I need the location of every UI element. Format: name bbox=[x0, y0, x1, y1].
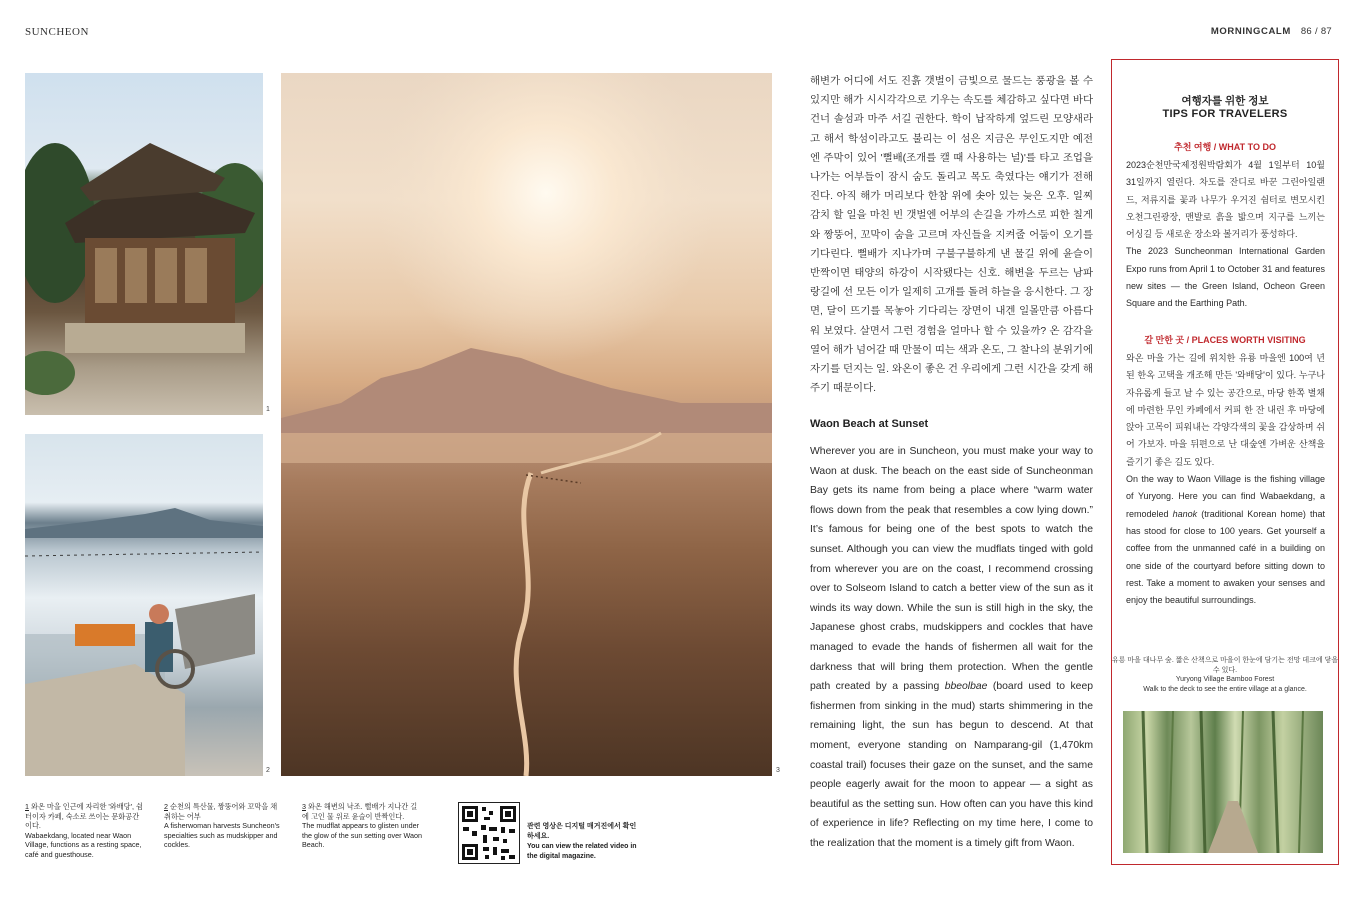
photo1-number: 1 bbox=[266, 406, 270, 413]
caption-3-english: The mudflat appears to glisten under the glow of the sun setting over Waon Beach. bbox=[302, 821, 422, 850]
photo3-number: 3 bbox=[776, 767, 780, 774]
caption-1 bbox=[25, 802, 145, 860]
photo-wabaekdang bbox=[25, 73, 263, 415]
sidebar-title-english: TIPS FOR TRAVELERS bbox=[1162, 108, 1288, 120]
photo2-number: 2 bbox=[266, 767, 270, 774]
magazine-name: MORNINGCALM bbox=[1210, 26, 1291, 37]
sidebar-photo-caption-english-2: Walk to the deck to see the entire village at a glance. bbox=[1143, 685, 1307, 693]
sidebar-places-english-1: On the way to Waon Village is the fishing village of Yuryong. Here you can find Wabaekdang, a remodeled bbox=[1126, 474, 1325, 519]
sidebar-what-to-do-korean: 2023순천만국제정원박람회가 4월 1일부터 10월 31일까지 열린다. 차도를 잔디로 바꾼 그린아일랜드, 저류지를 꽃과 나무가 우거진 쉼터로 변모시킨 오천그린광장, 맨발로 흙을 밟으며 지구를 느끼는 어싱길 등 새로운 장소와 볼거리가 풍성하다. bbox=[1126, 160, 1325, 240]
magazine-header bbox=[1211, 26, 1332, 37]
caption-1-english: Wabaekdang, located near Waon Village, functions as a resting space, café and guesthouse. bbox=[25, 830, 142, 859]
caption-2-korean: 순천의 특산물, 짱뚱어와 꼬막을 채취하는 어부 bbox=[164, 802, 278, 821]
sidebar-places-english bbox=[1126, 471, 1325, 609]
bamboo-illustration bbox=[1123, 711, 1323, 853]
photo-fisherwoman bbox=[25, 434, 263, 776]
sidebar-places-text bbox=[1126, 350, 1325, 609]
qr-caption bbox=[527, 822, 637, 862]
qr-caption-english: You can view the related video in the digital magazine. bbox=[527, 843, 637, 860]
caption-3 bbox=[302, 802, 424, 850]
caption-3-korean: 와온 해변의 낙조. 뻘배가 지나간 길에 고인 물 위로 윤슬이 반짝인다. bbox=[302, 802, 418, 821]
sidebar-title-korean: 여행자를 위한 정보 bbox=[1181, 95, 1269, 107]
photo-bamboo-forest bbox=[1123, 711, 1323, 853]
sidebar-photo-caption bbox=[1111, 656, 1339, 694]
qr-code[interactable] bbox=[458, 802, 520, 864]
sidebar-what-to-do-text bbox=[1126, 157, 1325, 313]
sidebar-photo-caption-korean: 유룡 마을 대나무 숲. 짧은 산책으로 마을이 한눈에 담기는 전망 데크에 닿을 수 있다. bbox=[1111, 657, 1339, 674]
sidebar-places-english-italic: hanok bbox=[1172, 508, 1198, 519]
qr-caption-korean: 관련 영상은 디지털 매거진에서 확인하세요. bbox=[527, 823, 637, 840]
caption-2-english: A fisherwoman harvests Suncheon's specialties such as mudskipper and cockles. bbox=[164, 821, 280, 850]
page-numbers: 86 / 87 bbox=[1300, 26, 1332, 37]
article-english-italic: bbeolbae bbox=[944, 681, 988, 693]
sidebar-what-to-do-english: The 2023 Suncheonman International Garden Expo runs from April 1 to October 31 and features new sites — the Green Island, Ocheon Green Square and the Earthing Path. bbox=[1126, 246, 1325, 309]
caption-2 bbox=[164, 802, 284, 850]
article-english-part-2: (board used to keep fishermen from sinking in the mud) starts shimmering in the remaining light, the sun has begun to descend. At that moment, everyone standing on Namparang-gil (1,470km coastal trail) focuses their gaze on the sunset, and the same people eagerly await for the moon to appear — a sight as beautiful as the setting sun. How often can you have this kind of experience in life? Reflecting on my time here, I come to the realization that the moment is a timely gift from Waon. bbox=[810, 681, 1094, 849]
article-korean-body: 해변가 어디에 서도 진흙 갯벌이 금빛으로 물드는 풍광을 볼 수 있지만 해가 시시각각으로 기우는 속도를 체감하고 싶다면 바다 건너 솔섬과 마주 서길 권한다. 학이 납작하게 엎드린 모양새라고 해서 학섬이라고도 불리는 이 섬은 지금은 무인도지만 예전엔 주막이 있어 '뻘배(조개를 캘 때 사용하는 널)'를 타고 조업을 나가는 어부들이 잠시 숨도 돌리고 목도 축였다는 얘기가 전해진다. 아직 해가 머리보다 한참 위에 솟아 있는 늦은 오후. 일찌감치 할 일을 마친 빈 갯벌엔 어부의 손길을 가까스로 피한 칠게와 짱뚱어, 꼬막이 숨을 고르며 자신들을 지켜줄 어둠이 오기를 기다린다. 뻘배가 지나가며 구불구불하게 낸 물길 위에 윤슬이 반짝이면 태양의 하강이 시작됐다는 신호. 해변을 두르는 남파랑길에 선 모든 이가 일제히 고개를 돌려 하늘을 응시한다. 그 장면, 달이 뜨기를 목놓아 기다리는 장면이 내겐 일몰만큼 아름다워 보였다. 살면서 그런 경험을 얼마나 할 수 있을까? 온 감각을 열어 해가 넘어갈 때 만물이 띠는 색과 온도, 그 찰나의 분위기에 자기를 던지는 일. 와온이 좋은 건 우리에게 그런 시간을 갖게 해주기 때문이다. bbox=[810, 76, 1093, 395]
caption-3-number: 3 bbox=[302, 802, 306, 811]
article-subheading: Waon Beach at Sunset bbox=[810, 418, 929, 430]
section-name: SUNCHEON bbox=[25, 26, 89, 38]
sidebar-section-what-to-do: 추천 여행 / WHAT TO DO bbox=[1174, 142, 1276, 152]
sunset-illustration bbox=[281, 73, 772, 776]
photo-waon-sunset bbox=[281, 73, 772, 776]
temple-illustration bbox=[25, 73, 263, 415]
caption-1-korean: 와온 마을 인근에 자리한 '와배당', 쉼터이자 카페, 숙소로 쓰이는 문화공간이다. bbox=[25, 802, 143, 831]
article-english-part-1: Wherever you are in Suncheon, you must make your way to Waon at dusk. The beach on the east side of Suncheonman Bay gets its name from being a place where “warm water flows down from the peak that resembles a cow lying down.” It’s famous for being one of the best spots to watch the sunset. Although you can view the mudflats tinged with gold from wherever you are on the coast, I recommend crossing over to Solseom Island to catch a better view of the sun as it winds its way down. While the sun is still high in the sky, the Japanese ghost crabs, mudskippers and cockles that have managed to evade the hands of fishermen all wait for the darkness that will bring them protection. When the gentle path created by a passing bbox=[810, 446, 1093, 693]
qr-code-icon bbox=[459, 803, 519, 863]
caption-2-number: 2 bbox=[164, 802, 168, 811]
sidebar-section-places: 갈 만한 곳 / PLACES WORTH VISITING bbox=[1144, 335, 1306, 345]
sidebar-places-english-2: (traditional Korean home) that has stood for close to 100 years. Get yourself a coffee from the unmanned café in a building on one side of the courtyard before sitting down to rest. Take a moment to awaken your senses and enjoy the beautiful surroundings. bbox=[1126, 508, 1325, 606]
fisherwoman-illustration bbox=[25, 434, 263, 776]
caption-1-number: 1 bbox=[25, 802, 29, 811]
sidebar-photo-caption-english-1: Yuryong Village Bamboo Forest bbox=[1175, 676, 1275, 683]
article-english-body bbox=[810, 442, 1093, 853]
sidebar-places-korean: 와온 마을 가는 길에 위치한 유룡 마을엔 100여 년 된 한옥 고택을 개조해 만든 '와배당'이 있다. 누구나 자유롭게 들고 날 수 있는 공간으로, 마당 한쪽 별채에 마련한 무인 카페에서 커피 한 잔 내린 후 마당에 앉아 고목이 피워내는 각양각색의 꽃을 감상하며 쉬어 가보자. 마을 뒤편으로 난 대숲엔 가벼운 산책을 즐기기 좋은 길도 있다. bbox=[1126, 353, 1325, 467]
